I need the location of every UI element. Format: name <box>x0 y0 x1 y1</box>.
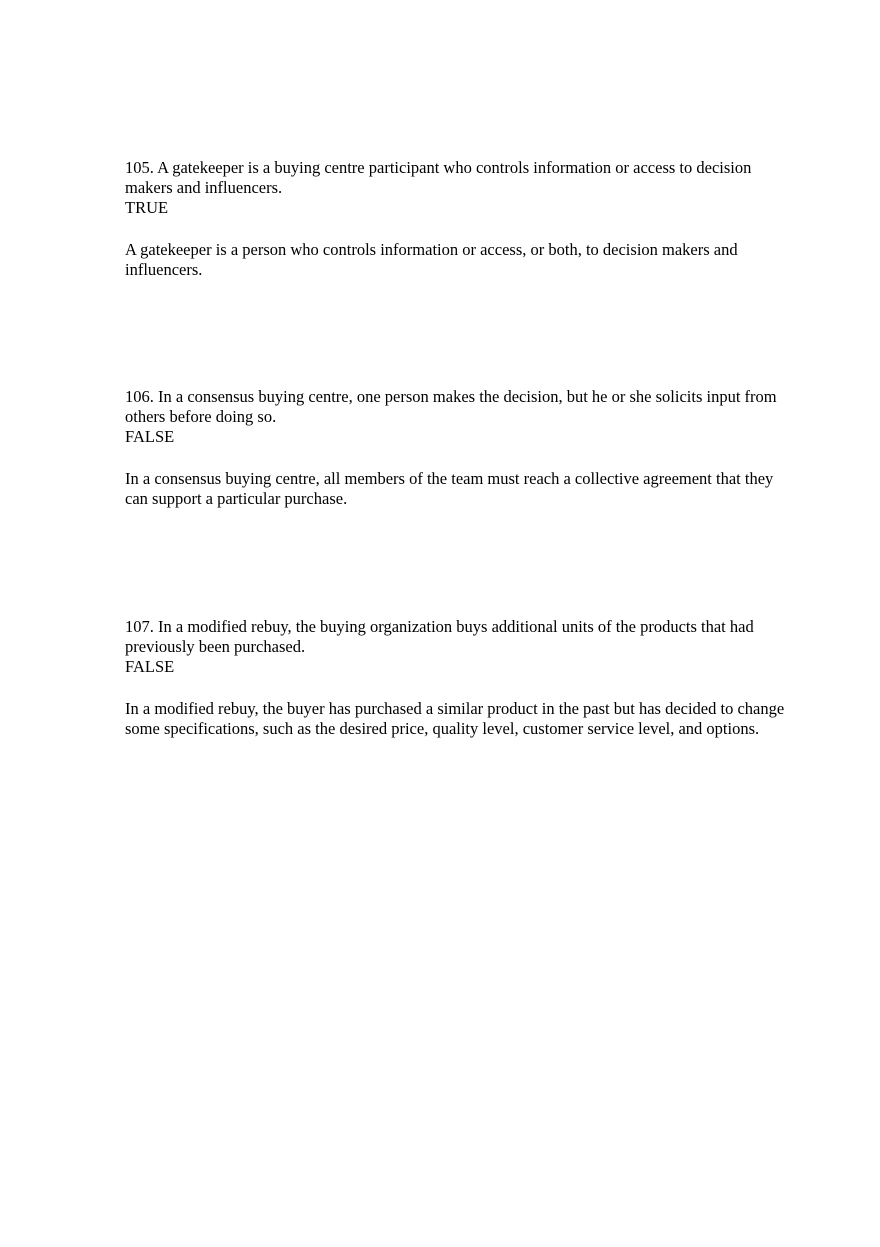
question-explanation: In a modified rebuy, the buyer has purchased a similar product in the past but has decided to change some specifications, such as the desired price, quality level, customer service level, and options. <box>125 699 785 738</box>
question-107 <box>125 617 785 739</box>
question-106 <box>125 387 785 509</box>
question-105 <box>125 158 785 280</box>
question-stem: 105. A gatekeeper is a buying centre participant who controls information or access to decision makers and influencers. <box>125 158 752 197</box>
question-stem: 106. In a consensus buying centre, one person makes the decision, but he or she solicits input from others before doing so. <box>125 387 777 426</box>
question-answer: FALSE <box>125 657 175 676</box>
question-explanation: A gatekeeper is a person who controls information or access, or both, to decision makers and influencers. <box>125 240 738 279</box>
question-answer: TRUE <box>125 198 169 217</box>
question-answer: FALSE <box>125 427 175 446</box>
question-stem: 107. In a modified rebuy, the buying organization buys additional units of the products that had previously been purchased. <box>125 617 754 656</box>
question-explanation: In a consensus buying centre, all members of the team must reach a collective agreement that they can support a particular purchase. <box>125 469 774 508</box>
